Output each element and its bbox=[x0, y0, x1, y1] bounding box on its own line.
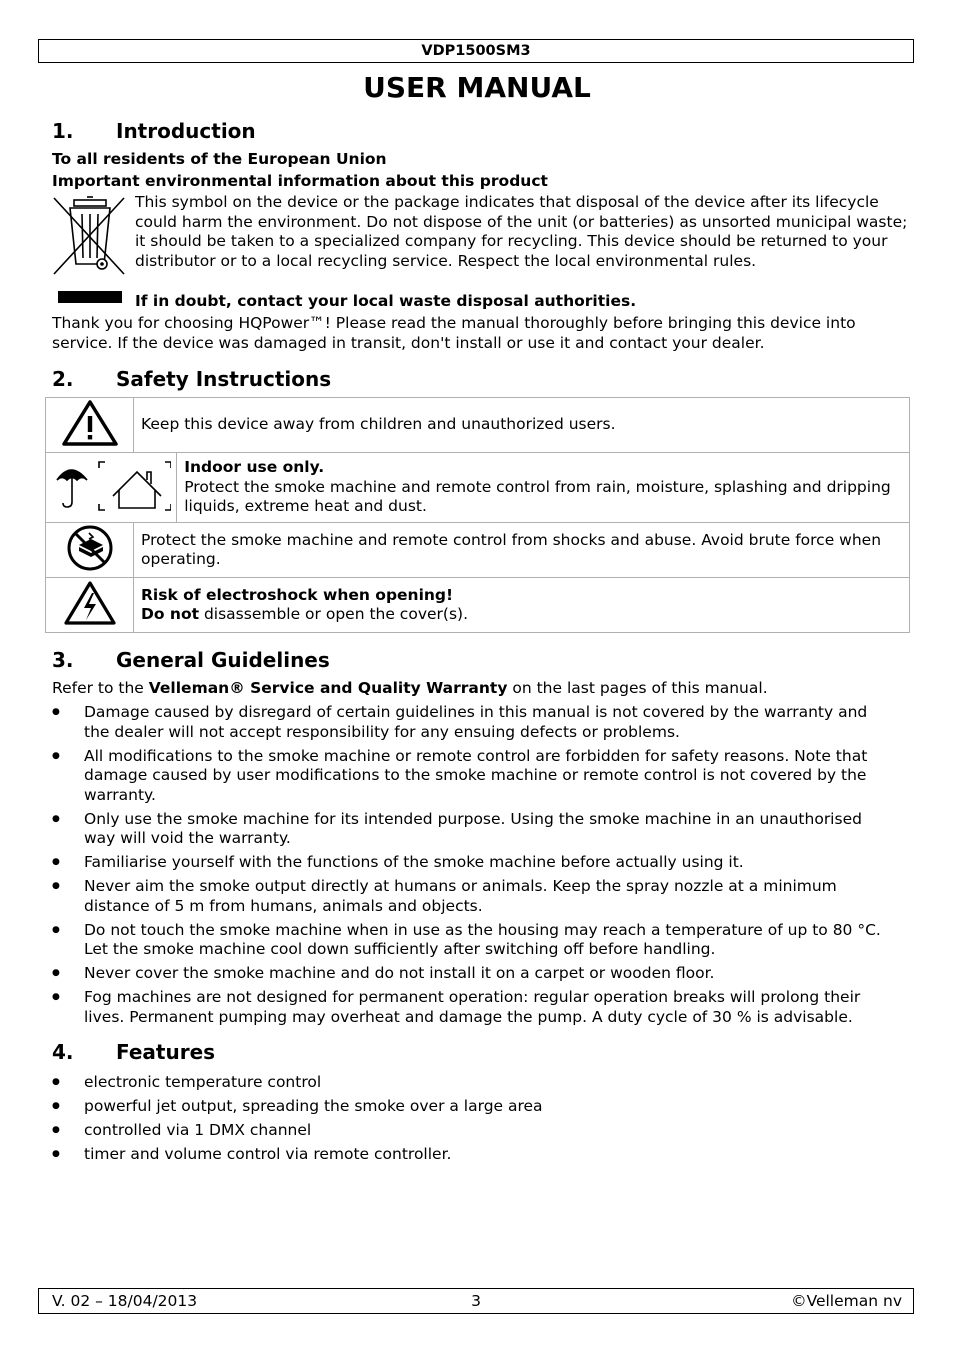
weee-bin-icon bbox=[52, 194, 128, 306]
list-item: ● All modifications to the smoke machine or remote control are forbidden for safety reasons. Note that damage caused by user modifications to the smoke machine or remote control is not covered by the warranty. bbox=[52, 747, 897, 806]
safety-row-electroshock bbox=[46, 578, 910, 633]
guidelines-list bbox=[52, 703, 897, 1032]
thank-you-paragraph: Thank you for choosing HQPower™! Please read the manual thoroughly before bringing this device into service. If the device was damaged in transit, don't install or use it and contact your dealer. bbox=[52, 314, 856, 352]
list-item: ● Familiarise yourself with the functions of the smoke machine before actually using it. bbox=[52, 853, 897, 873]
safety-row-indoor bbox=[46, 453, 910, 523]
list-item: ● Never aim the smoke output directly at humans or animals. Keep the spray nozzle at a minimum distance of 5 m from humans, animals and objects. bbox=[52, 877, 897, 916]
safety-indoor-heading: Indoor use only. bbox=[184, 458, 325, 477]
list-item: ● controlled via 1 DMX channel bbox=[52, 1121, 897, 1141]
section-heading-safety: 2. Safety Instructions bbox=[52, 367, 332, 391]
list-item: ● timer and volume control via remote controller. bbox=[52, 1145, 897, 1165]
intro-subheading-env: Important environmental information about this product bbox=[52, 172, 548, 190]
page-header bbox=[38, 39, 914, 63]
section-heading-guidelines: 3. General Guidelines bbox=[52, 648, 330, 672]
list-item: ● Fog machines are not designed for permanent operation: regular operation breaks will prolong their lives. Permanent pumping may overheat and damage the pump. A duty cycle of 30 % is advisable. bbox=[52, 988, 897, 1027]
safety-table bbox=[45, 397, 910, 633]
safety-indoor-body: Protect the smoke machine and remote control from rain, moisture, splashing and dripping liquids, extreme heat and dust. bbox=[184, 477, 891, 516]
footer-copyright: ©Velleman nv bbox=[791, 1292, 902, 1310]
list-item: ● Never cover the smoke machine and do not install it on a carpet or wooden floor. bbox=[52, 964, 897, 984]
list-item: ● Do not touch the smoke machine when in use as the housing may reach a temperature of up to 80 °C. Let the smoke machine cool down sufficiently after switching off before handling. bbox=[52, 921, 897, 960]
safety-row-children bbox=[46, 398, 910, 453]
warning-triangle-icon bbox=[46, 398, 134, 453]
safety-text-shocks: Protect the smoke machine and remote control from shocks and abuse. Avoid brute force when operating. bbox=[134, 523, 910, 578]
safety-text-children: Keep this device away from children and unauthorized users. bbox=[134, 398, 910, 453]
intro-subheading-eu: To all residents of the European Union bbox=[52, 150, 387, 168]
weee-description: This symbol on the device or the package indicates that disposal of the device after its lifecycle could harm the environment. Do not dispose of the unit (or batteries) as unsorted municipal waste; it should be taken to a specialized company for recycling. This device should be returned to your distributor or to a local recycling service. Respect the local environmental rules. bbox=[135, 193, 908, 270]
safety-row-shocks bbox=[46, 523, 910, 578]
list-item: ● powerful jet output, spreading the smoke over a large area bbox=[52, 1097, 897, 1117]
document-title: USER MANUAL bbox=[363, 71, 591, 104]
list-item: ● Damage caused by disregard of certain guidelines in this manual is not covered by the warranty and the dealer will not accept responsibility for any ensuing defects or problems. bbox=[52, 703, 897, 742]
weee-contact-note: If in doubt, contact your local waste disposal authorities. bbox=[135, 292, 637, 310]
footer-page-number: 3 bbox=[471, 1292, 481, 1310]
list-item: ● Only use the smoke machine for its intended purpose. Using the smoke machine in an unauthorised way will void the warranty. bbox=[52, 810, 897, 849]
footer-version: V. 02 – 18/04/2013 bbox=[52, 1292, 198, 1310]
electroshock-icon bbox=[46, 578, 134, 633]
features-list bbox=[52, 1073, 897, 1169]
safety-electroshock-heading: Risk of electroshock when opening! bbox=[141, 585, 454, 604]
model-number: VDP1500SM3 bbox=[421, 43, 531, 59]
safety-text-electroshock bbox=[134, 578, 910, 633]
safety-text-indoor bbox=[177, 453, 910, 523]
no-shock-icon bbox=[46, 523, 134, 578]
umbrella-house-icon bbox=[46, 453, 177, 523]
section-heading-introduction: 1. Introduction bbox=[52, 119, 256, 143]
list-item: ● electronic temperature control bbox=[52, 1073, 897, 1093]
safety-electroshock-body: Do not disassemble or open the cover(s). bbox=[141, 605, 468, 623]
page-footer bbox=[38, 1288, 914, 1314]
guidelines-intro: Refer to the Velleman® Service and Quality Warranty on the last pages of this manual. bbox=[52, 679, 768, 697]
section-heading-features: 4. Features bbox=[52, 1040, 216, 1064]
